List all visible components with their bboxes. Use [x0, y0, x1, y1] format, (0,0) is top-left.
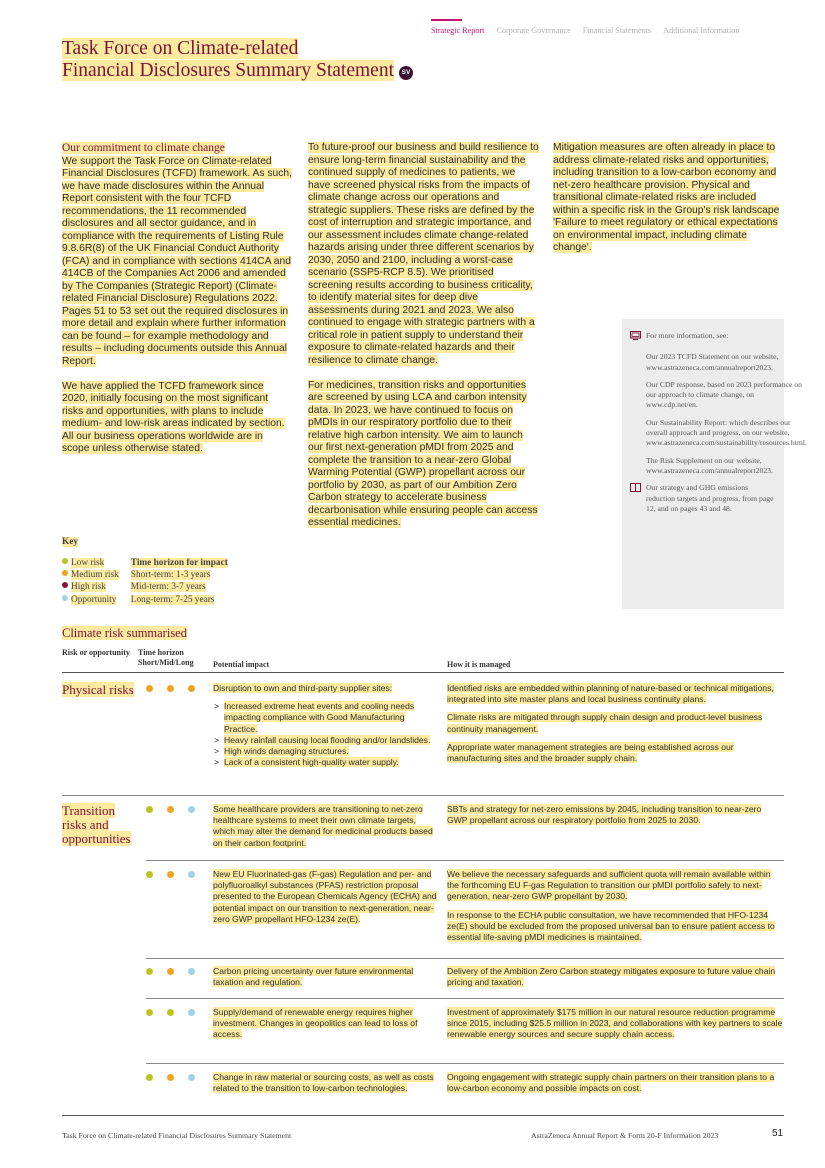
managed-text: We believe the necessary safeguards and sufficient quota will remain available within the forthcoming EU F-gas Regulation to transition our pMDI portfolio safely to next-generation, near-zero GWP propellant by 2030. [447, 869, 771, 902]
title-line-1: Task Force on Climate-related [62, 38, 299, 59]
info-item-sustainability: Our Sustainability Report: which describes our overall approach and progress, on our website, www.astrazeneca.com/sustainability/resources.html. [646, 417, 807, 448]
impact-bullet: High winds damaging structures. [224, 746, 349, 757]
header-impact: Potential impact [213, 660, 270, 669]
physical-risk-column [308, 142, 540, 542]
info-strategy-note: Our strategy and GHG emissions reduction targets and progress, from page 12, and on pages 43 and 48. [646, 483, 774, 513]
table-title-text: Climate risk summarised [62, 626, 187, 640]
mid-term: Mid-term: 3-7 years [130, 582, 206, 593]
impact-bullet: Lack of a consistent high-quality water supply. [224, 757, 399, 768]
horizon-dots [146, 685, 206, 692]
header-horizon: Time horizon Short/Mid/Long [138, 648, 194, 667]
header-managed: How it is managed [447, 660, 511, 669]
long-term-dot [188, 806, 195, 813]
nav-additional-information[interactable]: Additional Information [663, 26, 740, 35]
top-nav [431, 26, 739, 35]
nav-financial-statements[interactable]: Financial Statements [582, 26, 652, 35]
row-divider [62, 795, 784, 796]
horizon-dots [146, 1009, 206, 1016]
commitment-heading: Our commitment to climate change [62, 142, 225, 154]
book-icon [630, 483, 642, 514]
category-transition-risks: Transition risks and opportunities [62, 803, 131, 846]
commitment-paragraph-2: We have applied the TCFD framework since 2020, initially focusing on the most significant risks and opportunities, with plans to include medium- and low-risk areas indicated by section. All our business operations worldwide are in scope unless otherwise stated. [62, 380, 285, 454]
table-bottom-divider [62, 1115, 784, 1116]
managed-text: Identified risks are embedded within planning of nature-based or technical mitigations, integrated into site master plans and local business continuity plans. [447, 683, 774, 705]
impact-bullet: Heavy rainfall causing local flooding and/or landslides. [224, 734, 431, 745]
high-risk-dot [62, 582, 68, 588]
managed-text: Climate risks are mitigated through supply chain design and product-level business continuity management. [447, 712, 763, 734]
monitor-icon [630, 331, 642, 343]
time-horizon-title: Time horizon for impact [130, 558, 228, 568]
managed-text: Ongoing engagement with strategic supply chain partners on their transition plans to a low-carbon economy and possible impacts on cost. [447, 1072, 775, 1094]
info-heading: For more information, see: [646, 331, 729, 340]
short-term-dot [146, 1074, 153, 1081]
info-item-cdp: Our CDP response, based on 2023 performance on our approach to climate change, on www.cdp.net/en. [646, 379, 802, 410]
time-horizons [131, 557, 228, 606]
key-medium-risk: Medium risk [71, 570, 119, 581]
mid-term-dot [167, 1009, 174, 1016]
column3-paragraph-1: Mitigation measures are often already in place to address climate-related risks and opportunities, including transition to a low-carbon economy and net-zero healthcare provision. Physical and transitional climate-related risks are included within a specific risk in the Group's risk landscape 'Failure to meet regulatory or ethical expectations on environmental impact, including climate change'. [553, 142, 780, 253]
short-term-dot [146, 968, 153, 975]
short-term-dot [146, 871, 153, 878]
horizon-dots [146, 806, 206, 813]
nav-strategic-report[interactable]: Strategic Report [431, 26, 485, 35]
sv-badge: SV [399, 66, 413, 80]
impact-text: Change in raw material or sourcing costs, as well as costs related to the transition to low-carbon technologies. [213, 1072, 434, 1094]
short-term: Short-term: 1-3 years [130, 570, 211, 581]
impact-text: Supply/demand of renewable energy requires higher investment. Changes in geopolitics can lead to loss of access. [213, 1007, 418, 1040]
page-number: 51 [772, 1128, 784, 1139]
nav-corporate-governance[interactable]: Corporate Governance [496, 26, 571, 35]
more-information-box [622, 319, 807, 609]
managed-text: Appropriate water management strategies are being established across our manufacturing sites and the broader supply chain. [447, 741, 734, 764]
category-physical-risks: Physical risks [62, 682, 134, 697]
column2-paragraph-2: For medicines, transition risks and opportunities are screened by using LCA and carbon intensity data. In 2023, we have continued to focus on pMDIs in our respiratory portfolio due to their relative high carbon intensity. We aim to launch our first next-generation pMDI from 2025 and complete the transition to a near-zero Global Warming Potential (GWP) propellant across our portfolio by 2030, as part of our Ambition Zero Carbon strategy to accelerate business decarbonisation while ensuring people can access essential medicines. [308, 379, 538, 528]
commitment-column [62, 142, 292, 468]
risk-levels [62, 557, 119, 606]
row-divider [146, 998, 784, 999]
key-title: Key [62, 537, 79, 547]
table-title [62, 626, 187, 641]
short-term-dot [146, 685, 153, 692]
info-item-risk-supplement: The Risk Supplement on our website, www.astrazeneca.com/annualreport2023. [646, 455, 773, 475]
page-title [62, 38, 482, 82]
footer-right: AstraZeneca Annual Report & Form 20-F Information 2023 [531, 1131, 719, 1140]
header-risk: Risk or opportunity [62, 648, 130, 657]
row-divider [146, 1063, 784, 1064]
long-term-dot [188, 1074, 195, 1081]
mid-term-dot [167, 685, 174, 692]
impact-text: New EU Fluorinated-gas (F-gas) Regulation and per- and polyfluoroalkyl substances (PFAS) restriction proposal presented to the European Chemicals Agency (ECHA) and potential impact on our transition to next-generation, near-zero GWP propellant HFO-1234 ze(E). [213, 869, 437, 924]
managed-text: In response to the ECHA public consultation, we have recommended that HFO-1234 ze(E) should be excluded from the proposed universal ban to ensure patient access to essential life-saving pMDI medicines is maintained. [447, 909, 775, 943]
mid-term-dot [167, 968, 174, 975]
key-high-risk: High risk [71, 582, 106, 593]
managed-text: Investment of approximately $175 million in our natural resource reduction programme since 2015, including $25.5 million in 2023, and collaborations with key partners to scale renewable energy sources and secure supply chain access. [447, 1007, 783, 1040]
short-term-dot [146, 806, 153, 813]
footer-left: Task Force on Climate-related Financial Disclosures Summary Statement [62, 1131, 292, 1140]
long-term-dot [188, 1009, 195, 1016]
mid-term-dot [167, 806, 174, 813]
mitigation-column [553, 142, 785, 267]
row-divider [146, 860, 784, 861]
mid-term-dot [167, 1074, 174, 1081]
table-header-divider [62, 672, 784, 673]
managed-text: SBTs and strategy for net-zero emissions by 2045, including transition to near-zero GWP propellant across our respiratory portfolio from 2025 to 2030. [447, 804, 762, 826]
impact-text: Carbon pricing uncertainty over future environmental taxation and regulation. [213, 966, 414, 988]
short-term-dot [146, 1009, 153, 1016]
opportunity-dot [62, 595, 68, 601]
impact-bullet: Increased extreme heat events and cooling needs impacting compliance with Good Manufacturing Practice. [224, 701, 415, 734]
key-opportunity: Opportunity [71, 594, 117, 605]
long-term-dot [188, 968, 195, 975]
impact-text: Disruption to own and third-party supplier sites: [213, 683, 393, 693]
low-risk-dot [62, 558, 68, 564]
row-divider [146, 958, 784, 959]
commitment-paragraph-1: We support the Task Force on Climate-related Financial Disclosures (TCFD) framework. As such, we have made disclosures within the Annual Report consistent with the four TCFD recommendations, the 11 recommended disclosures and all sector guidance, and in compliance with the requirements of Listing Rule 9.8.6R(8) of the UK Financial Conduct Authority (FCA) and in compliance with sections 414CA and 414CB of the Companies Act 2006 and amended by The Companies (Strategic Report) (Climate-related Financial Disclosure) Regulations 2022. Pages 51 to 53 set out the required disclosures in more detail and explain where further information can be found – for example methodology and results – including documents outside this Annual Report. [62, 155, 293, 367]
medium-risk-dot [62, 570, 68, 576]
long-term: Long-term: 7-25 years [130, 594, 215, 605]
horizon-dots [146, 968, 206, 975]
key-low-risk: Low risk [71, 558, 105, 568]
column2-paragraph-1: To future-proof our business and build resilience to ensure long-term financial sustainability and the continued supply of medicines to patients, we have screened physical risks from the impacts of climate change across our operations and strategic suppliers. These risks are defined by the cost of interruption and strategic importance, and our assessment includes climate change-related hazards arising under three different scenarios by 2030, 2050 and 2100, including a worst-case scenario (SSP5-RCP 8.5). We prioritised screening results according to business criticality, to identify material sites for deep dive assessments during 2021 and 2023. We also continued to engage with strategic partners with a critical role in patient supply to understand their exposure to climate-related hazards and their resilience to climate change. [308, 142, 539, 366]
risk-key [62, 537, 292, 606]
managed-text: Delivery of the Ambition Zero Carbon strategy mitigates exposure to future value chain pricing and taxation. [447, 966, 776, 988]
mid-term-dot [167, 871, 174, 878]
horizon-dots [146, 871, 206, 878]
long-term-dot [188, 871, 195, 878]
horizon-dots [146, 1074, 206, 1081]
info-item-tcfd: Our 2023 TCFD Statement on our website, www.astrazeneca.com/annualreport2023. [646, 352, 779, 372]
impact-text: Some healthcare providers are transitioning to net-zero healthcare systems to meet their own climate targets, which may alter the demand for medicinal products based on their carbon footprint. [213, 804, 433, 848]
title-line-2: Financial Disclosures Summary Statement [62, 60, 394, 81]
long-term-dot [188, 685, 195, 692]
